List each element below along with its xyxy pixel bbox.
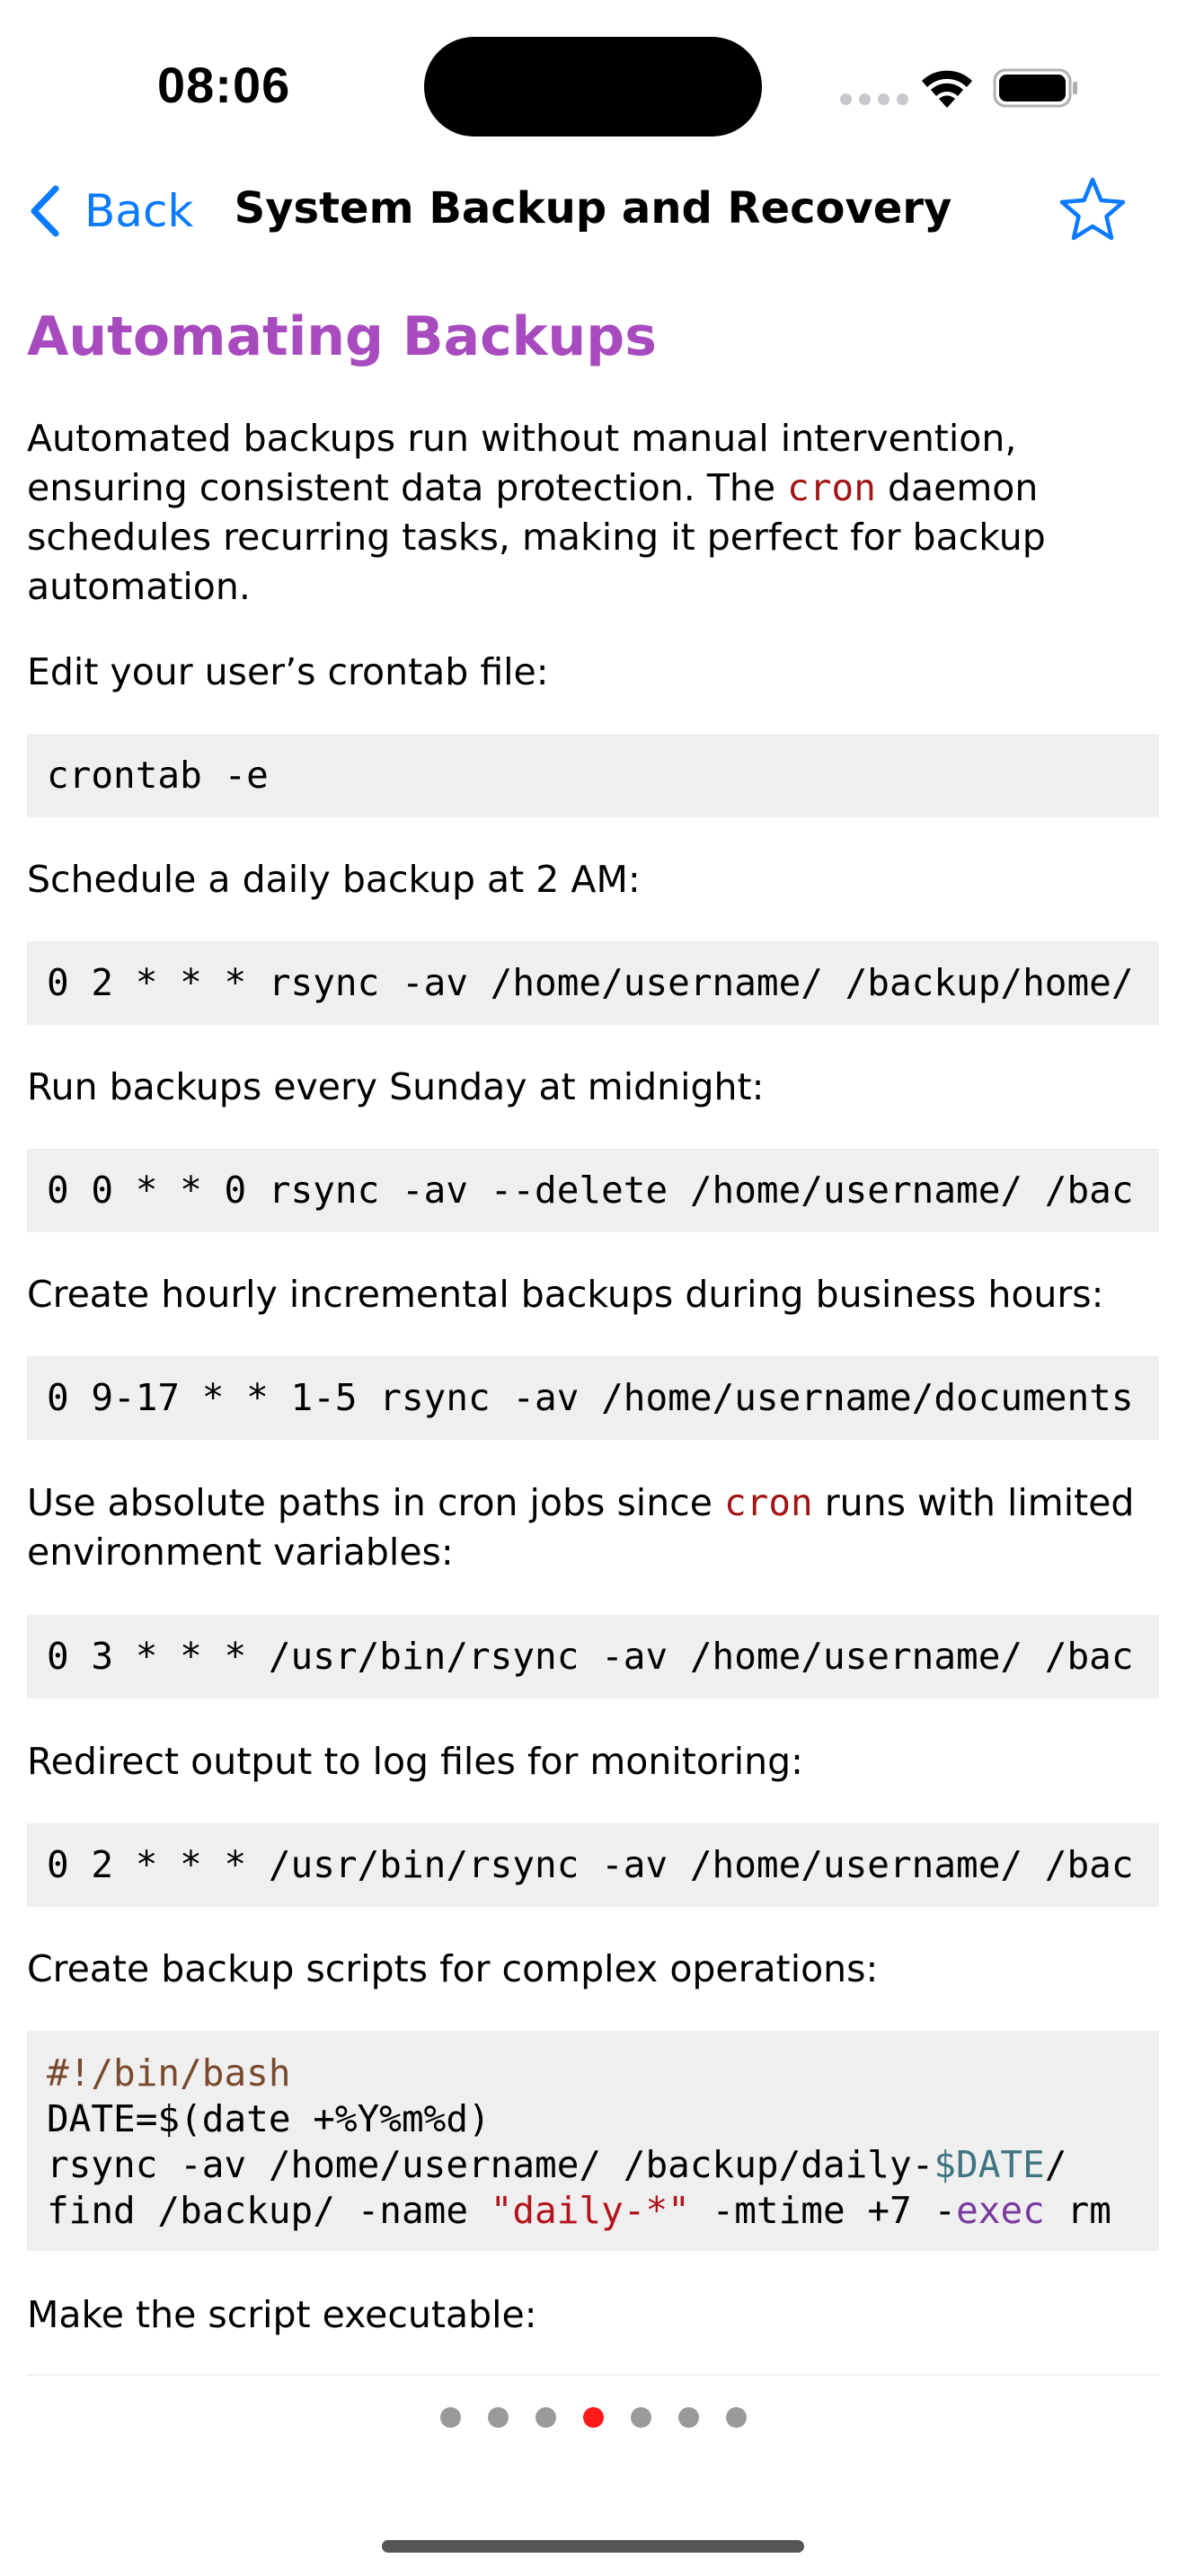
wifi-icon bbox=[920, 66, 974, 110]
paragraph-backup-scripts: Create backup scripts for complex operations: bbox=[27, 1947, 879, 1990]
page-dot-6[interactable] bbox=[678, 2407, 699, 2428]
paragraph-log-output: Redirect output to log files for monitoring: bbox=[27, 1740, 803, 1783]
code-block-log-output[interactable]: 0 2 * * * /usr/bin/rsync -av /home/username/ /bac bbox=[27, 1823, 1159, 1907]
page-indicator[interactable] bbox=[0, 2407, 1186, 2428]
page-dot-4[interactable] bbox=[583, 2407, 604, 2428]
script-line bbox=[47, 2188, 1159, 2234]
code-keyword: exec bbox=[956, 2189, 1045, 2232]
page-dot-3[interactable] bbox=[535, 2407, 556, 2428]
paragraph-sunday-backup: Run backups every Sunday at midnight: bbox=[27, 1065, 765, 1108]
code-block-sunday-backup[interactable]: 0 0 * * 0 rsync -av --delete /home/username/ /bac bbox=[27, 1149, 1159, 1232]
paragraph-absolute-paths bbox=[27, 1478, 1159, 1577]
page-title: System Backup and Recovery bbox=[234, 183, 952, 234]
page-dot-2[interactable] bbox=[488, 2407, 509, 2428]
absolute-paths-text-cont: runs with limited environment variables: bbox=[27, 1481, 1135, 1574]
section-heading: Automating Backups bbox=[27, 305, 657, 368]
content-divider bbox=[27, 2374, 1159, 2376]
code-text: -mtime +7 - bbox=[689, 2189, 957, 2232]
code-text: find /backup/ -name bbox=[47, 2189, 491, 2232]
code-block-absolute-paths[interactable]: 0 3 * * * /usr/bin/rsync -av /home/username/ /bac bbox=[27, 1615, 1159, 1698]
absolute-paths-text: Use absolute paths in cron jobs since bbox=[27, 1481, 724, 1524]
code-text: rm bbox=[1044, 2189, 1111, 2232]
intro-text-cont: daemon schedules recurring tasks, making it perfect for backup automation. bbox=[27, 466, 1046, 608]
intro-text: Automated backups run without manual intervention, ensuring consistent data protection. The bbox=[27, 417, 1017, 509]
script-line bbox=[47, 2051, 1159, 2096]
inline-code-cron: cron bbox=[723, 1481, 813, 1524]
page-dot-7[interactable] bbox=[726, 2407, 747, 2428]
paragraph-edit-crontab: Edit your user’s crontab file: bbox=[27, 650, 549, 693]
code-variable: $DATE bbox=[934, 2143, 1045, 2186]
paragraph-daily-backup: Schedule a daily backup at 2 AM: bbox=[27, 858, 641, 901]
status-time: 08:06 bbox=[157, 57, 291, 113]
code-string: "daily-*" bbox=[490, 2189, 690, 2232]
code-text: rsync -av /home/username/ /backup/daily- bbox=[47, 2143, 934, 2186]
navigation-bar bbox=[0, 171, 1186, 251]
code-block-daily-backup[interactable]: 0 2 * * * rsync -av /home/username/ /backup/home/ bbox=[27, 941, 1159, 1025]
code-comment: #!/bin/bash bbox=[47, 2051, 291, 2095]
status-bar bbox=[0, 0, 1186, 171]
paragraph-make-executable: Make the script executable: bbox=[27, 2293, 537, 2336]
paragraph-hourly-backup: Create hourly incremental backups during business hours: bbox=[27, 1273, 1104, 1316]
page-dot-5[interactable] bbox=[631, 2407, 651, 2428]
battery-icon bbox=[993, 68, 1079, 108]
back-label: Back bbox=[84, 185, 194, 237]
dynamic-island bbox=[424, 37, 762, 137]
inline-code-cron: cron bbox=[787, 466, 876, 509]
favorite-star-icon[interactable] bbox=[1057, 174, 1128, 246]
intro-paragraph bbox=[27, 414, 1159, 612]
code-block-backup-script[interactable] bbox=[27, 2031, 1159, 2251]
code-block-crontab-edit[interactable]: crontab -e bbox=[27, 734, 1159, 817]
script-line: DATE=$(date +%Y%m%d) bbox=[47, 2097, 491, 2140]
cellular-signal-icon bbox=[840, 93, 908, 105]
code-text: / bbox=[1044, 2143, 1067, 2186]
code-block-hourly-backup[interactable]: 0 9-17 * * 1-5 rsync -av /home/username/documents bbox=[27, 1356, 1159, 1440]
home-indicator[interactable] bbox=[382, 2540, 804, 2553]
page-dot-1[interactable] bbox=[440, 2407, 461, 2428]
script-line bbox=[47, 2142, 1159, 2188]
